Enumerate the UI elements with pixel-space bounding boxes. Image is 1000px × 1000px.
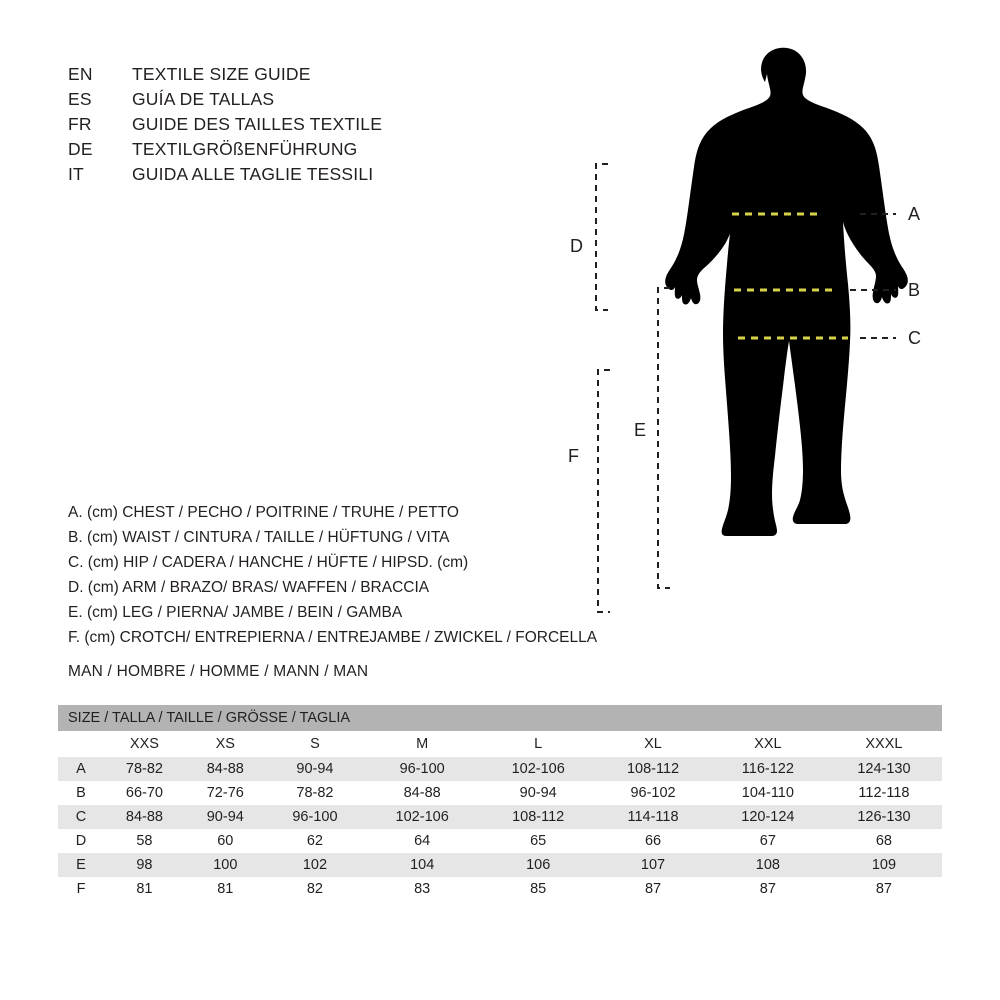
- legend-item: D. (cm) ARM / BRAZO/ BRAS/ WAFFEN / BRACCIA: [68, 579, 430, 596]
- table-cell: 87: [826, 877, 942, 901]
- table-cell: 104: [364, 853, 480, 877]
- language-code: DE: [68, 139, 93, 159]
- table-cell: 124-130: [826, 757, 942, 781]
- language-row: [68, 89, 528, 114]
- body-diagram: [560, 40, 980, 660]
- table-cell: 66-70: [104, 781, 185, 805]
- table-cell: 106: [480, 853, 596, 877]
- language-title: GUIDE DES TAILLES TEXTILE: [132, 114, 383, 134]
- table-cell: 87: [596, 877, 710, 901]
- row-label: A: [58, 757, 104, 781]
- table-cell: 90-94: [480, 781, 596, 805]
- male-silhouette-icon: [665, 48, 908, 536]
- legend-item: B. (cm) WAIST / CINTURA / TAILLE / HÜFTUNG / VITA: [68, 529, 450, 546]
- table-cell: 109: [826, 853, 942, 877]
- table-row: [58, 877, 942, 901]
- column-header: M: [364, 731, 480, 757]
- table-header-label: SIZE / TALLA / TAILLE / GRÖSSE / TAGLIA: [68, 710, 351, 726]
- table-cell: 90-94: [185, 805, 266, 829]
- leg-bracket: [658, 288, 670, 588]
- row-label: D: [58, 829, 104, 853]
- language-code: ES: [68, 89, 92, 109]
- table-cell: 83: [364, 877, 480, 901]
- language-row: [68, 164, 528, 189]
- table-columns-row: [58, 731, 942, 757]
- table-cell: 84-88: [364, 781, 480, 805]
- label-c: C: [908, 328, 921, 348]
- table-row: [58, 757, 942, 781]
- table-cell: 100: [185, 853, 266, 877]
- column-header: [58, 731, 104, 757]
- language-title-block: [68, 64, 528, 189]
- column-header: S: [266, 731, 364, 757]
- column-header: XL: [596, 731, 710, 757]
- table-cell: 66: [596, 829, 710, 853]
- table-cell: 84-88: [185, 757, 266, 781]
- table-cell: 81: [104, 877, 185, 901]
- arm-bracket: [596, 164, 608, 310]
- table-cell: 64: [364, 829, 480, 853]
- table-cell: 108-112: [480, 805, 596, 829]
- size-table-wrapper: [58, 705, 942, 901]
- row-label: C: [58, 805, 104, 829]
- table-cell: 78-82: [266, 781, 364, 805]
- language-code: FR: [68, 114, 92, 134]
- language-title: GUÍA DE TALLAS: [132, 89, 275, 109]
- row-label: F: [58, 877, 104, 901]
- table-header-row: [58, 705, 942, 731]
- column-header: L: [480, 731, 596, 757]
- label-b: B: [908, 280, 921, 300]
- table-cell: 85: [480, 877, 596, 901]
- table-cell: 102: [266, 853, 364, 877]
- table-cell: 78-82: [104, 757, 185, 781]
- table-cell: 82: [266, 877, 364, 901]
- table-cell: 68: [826, 829, 942, 853]
- label-d: D: [570, 236, 583, 256]
- label-f: F: [568, 446, 579, 466]
- language-code: IT: [68, 164, 84, 184]
- column-header: XXXL: [826, 731, 942, 757]
- table-cell: 112-118: [826, 781, 942, 805]
- table-row: [58, 829, 942, 853]
- crotch-bracket: [598, 370, 610, 612]
- table-cell: 58: [104, 829, 185, 853]
- row-label: B: [58, 781, 104, 805]
- table-cell: 116-122: [710, 757, 826, 781]
- table-cell: 120-124: [710, 805, 826, 829]
- legend-item: A. (cm) CHEST / PECHO / POITRINE / TRUHE / PETTO: [68, 504, 459, 521]
- column-header: XS: [185, 731, 266, 757]
- label-a: A: [908, 204, 921, 224]
- language-row: [68, 139, 528, 164]
- gender-label: MAN / HOMBRE / HOMME / MANN / MAN: [68, 663, 369, 680]
- table-cell: 65: [480, 829, 596, 853]
- table-cell: 102-106: [364, 805, 480, 829]
- table-cell: 107: [596, 853, 710, 877]
- legend-item: F. (cm) CROTCH/ ENTREPIERNA / ENTREJAMBE / ZWICKEL / FORCELLA: [68, 629, 598, 646]
- table-cell: 126-130: [826, 805, 942, 829]
- row-label: E: [58, 853, 104, 877]
- language-title: GUIDA ALLE TAGLIE TESSILI: [132, 164, 374, 184]
- legend-item: E. (cm) LEG / PIERNA/ JAMBE / BEIN / GAMBA: [68, 604, 403, 621]
- table-cell: 81: [185, 877, 266, 901]
- table-cell: 62: [266, 829, 364, 853]
- language-row: [68, 64, 528, 89]
- table-row: [58, 781, 942, 805]
- table-cell: 96-100: [266, 805, 364, 829]
- label-e: E: [634, 420, 647, 440]
- language-row: [68, 114, 528, 139]
- language-title: TEXTILGRÖßENFÜHRUNG: [132, 139, 358, 159]
- table-cell: 104-110: [710, 781, 826, 805]
- table-cell: 72-76: [185, 781, 266, 805]
- legend-item: C. (cm) HIP / CADERA / HANCHE / HÜFTE / HIPSD. (cm): [68, 554, 469, 571]
- table-cell: 87: [710, 877, 826, 901]
- table-cell: 102-106: [480, 757, 596, 781]
- table-cell: 90-94: [266, 757, 364, 781]
- table-cell: 96-100: [364, 757, 480, 781]
- table-cell: 98: [104, 853, 185, 877]
- measurement-legend: [68, 500, 628, 650]
- table-cell: 84-88: [104, 805, 185, 829]
- table-cell: 108-112: [596, 757, 710, 781]
- size-table: [58, 705, 942, 901]
- table-row: [58, 853, 942, 877]
- column-header: XXS: [104, 731, 185, 757]
- table-cell: 96-102: [596, 781, 710, 805]
- table-cell: 67: [710, 829, 826, 853]
- table-row: [58, 805, 942, 829]
- table-cell: 114-118: [596, 805, 710, 829]
- column-header: XXL: [710, 731, 826, 757]
- table-cell: 60: [185, 829, 266, 853]
- language-code: EN: [68, 64, 93, 84]
- language-title: TEXTILE SIZE GUIDE: [132, 64, 311, 84]
- table-cell: 108: [710, 853, 826, 877]
